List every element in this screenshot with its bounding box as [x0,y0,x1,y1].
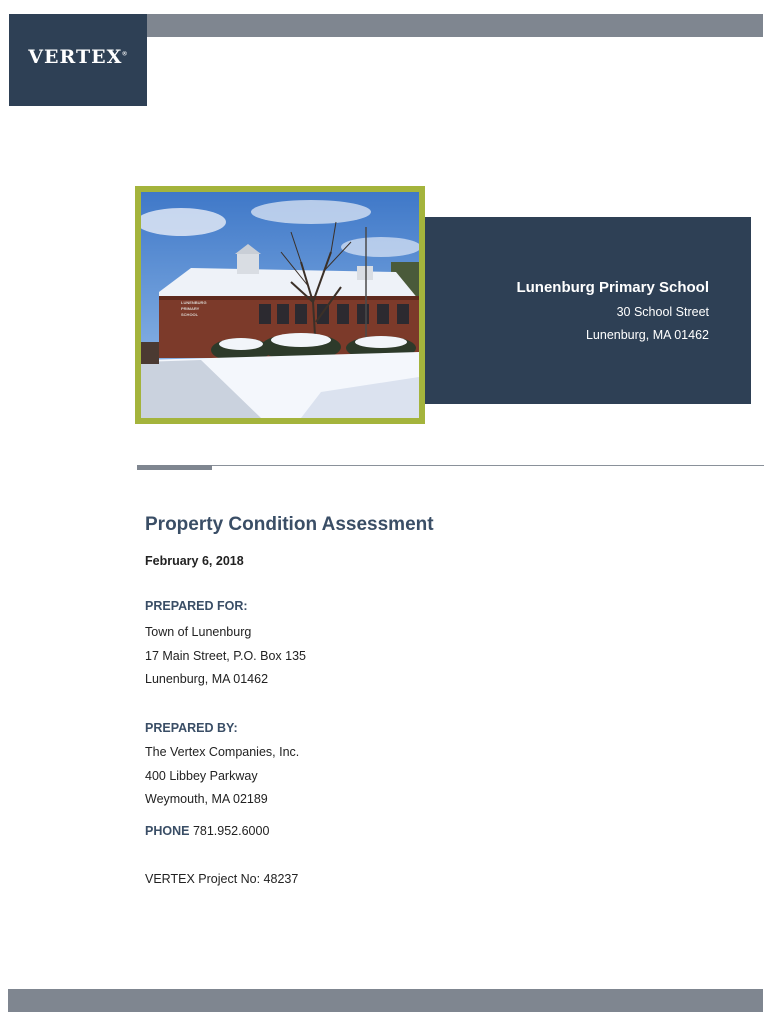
phone-line [145,824,269,838]
document-date: February 6, 2018 [145,554,244,568]
cover-photo-frame [135,186,425,424]
building-sign-line: LUNENBURG [181,300,207,305]
logo-wordmark: VERTEX® [28,46,128,68]
phone-number: 781.952.6000 [192,824,270,838]
prepared-for-line: Town of Lunenburg [145,625,252,639]
building-sign-line: SCHOOL [181,312,199,317]
phone-label: PHONE [145,824,190,838]
prepared-by-heading: PREPARED BY: [145,721,238,735]
property-title-panel [425,217,751,404]
building-sign-line: PRIMARY [181,306,200,311]
prepared-by-line: Weymouth, MA 02189 [145,792,268,806]
header-bar [147,14,763,37]
school-photo [141,192,419,418]
property-street: 30 School Street [616,305,709,319]
section-divider [137,465,764,466]
prepared-by-line: The Vertex Companies, Inc. [145,745,300,759]
footer-bar [8,989,763,1012]
prepared-by-line: 400 Libbey Parkway [145,769,258,783]
section-divider-accent [137,465,212,470]
property-city: Lunenburg, MA 01462 [585,328,709,342]
document-title: Property Condition Assessment [145,514,434,535]
prepared-for-heading: PREPARED FOR: [145,599,248,613]
school-photo-illustration [141,192,419,418]
prepared-for-line: 17 Main Street, P.O. Box 135 [145,649,306,663]
project-number: VERTEX Project No: 48237 [145,872,299,886]
prepared-for-line: Lunenburg, MA 01462 [145,672,269,686]
vertex-logo [9,14,147,106]
property-name: Lunenburg Primary School [516,279,709,296]
